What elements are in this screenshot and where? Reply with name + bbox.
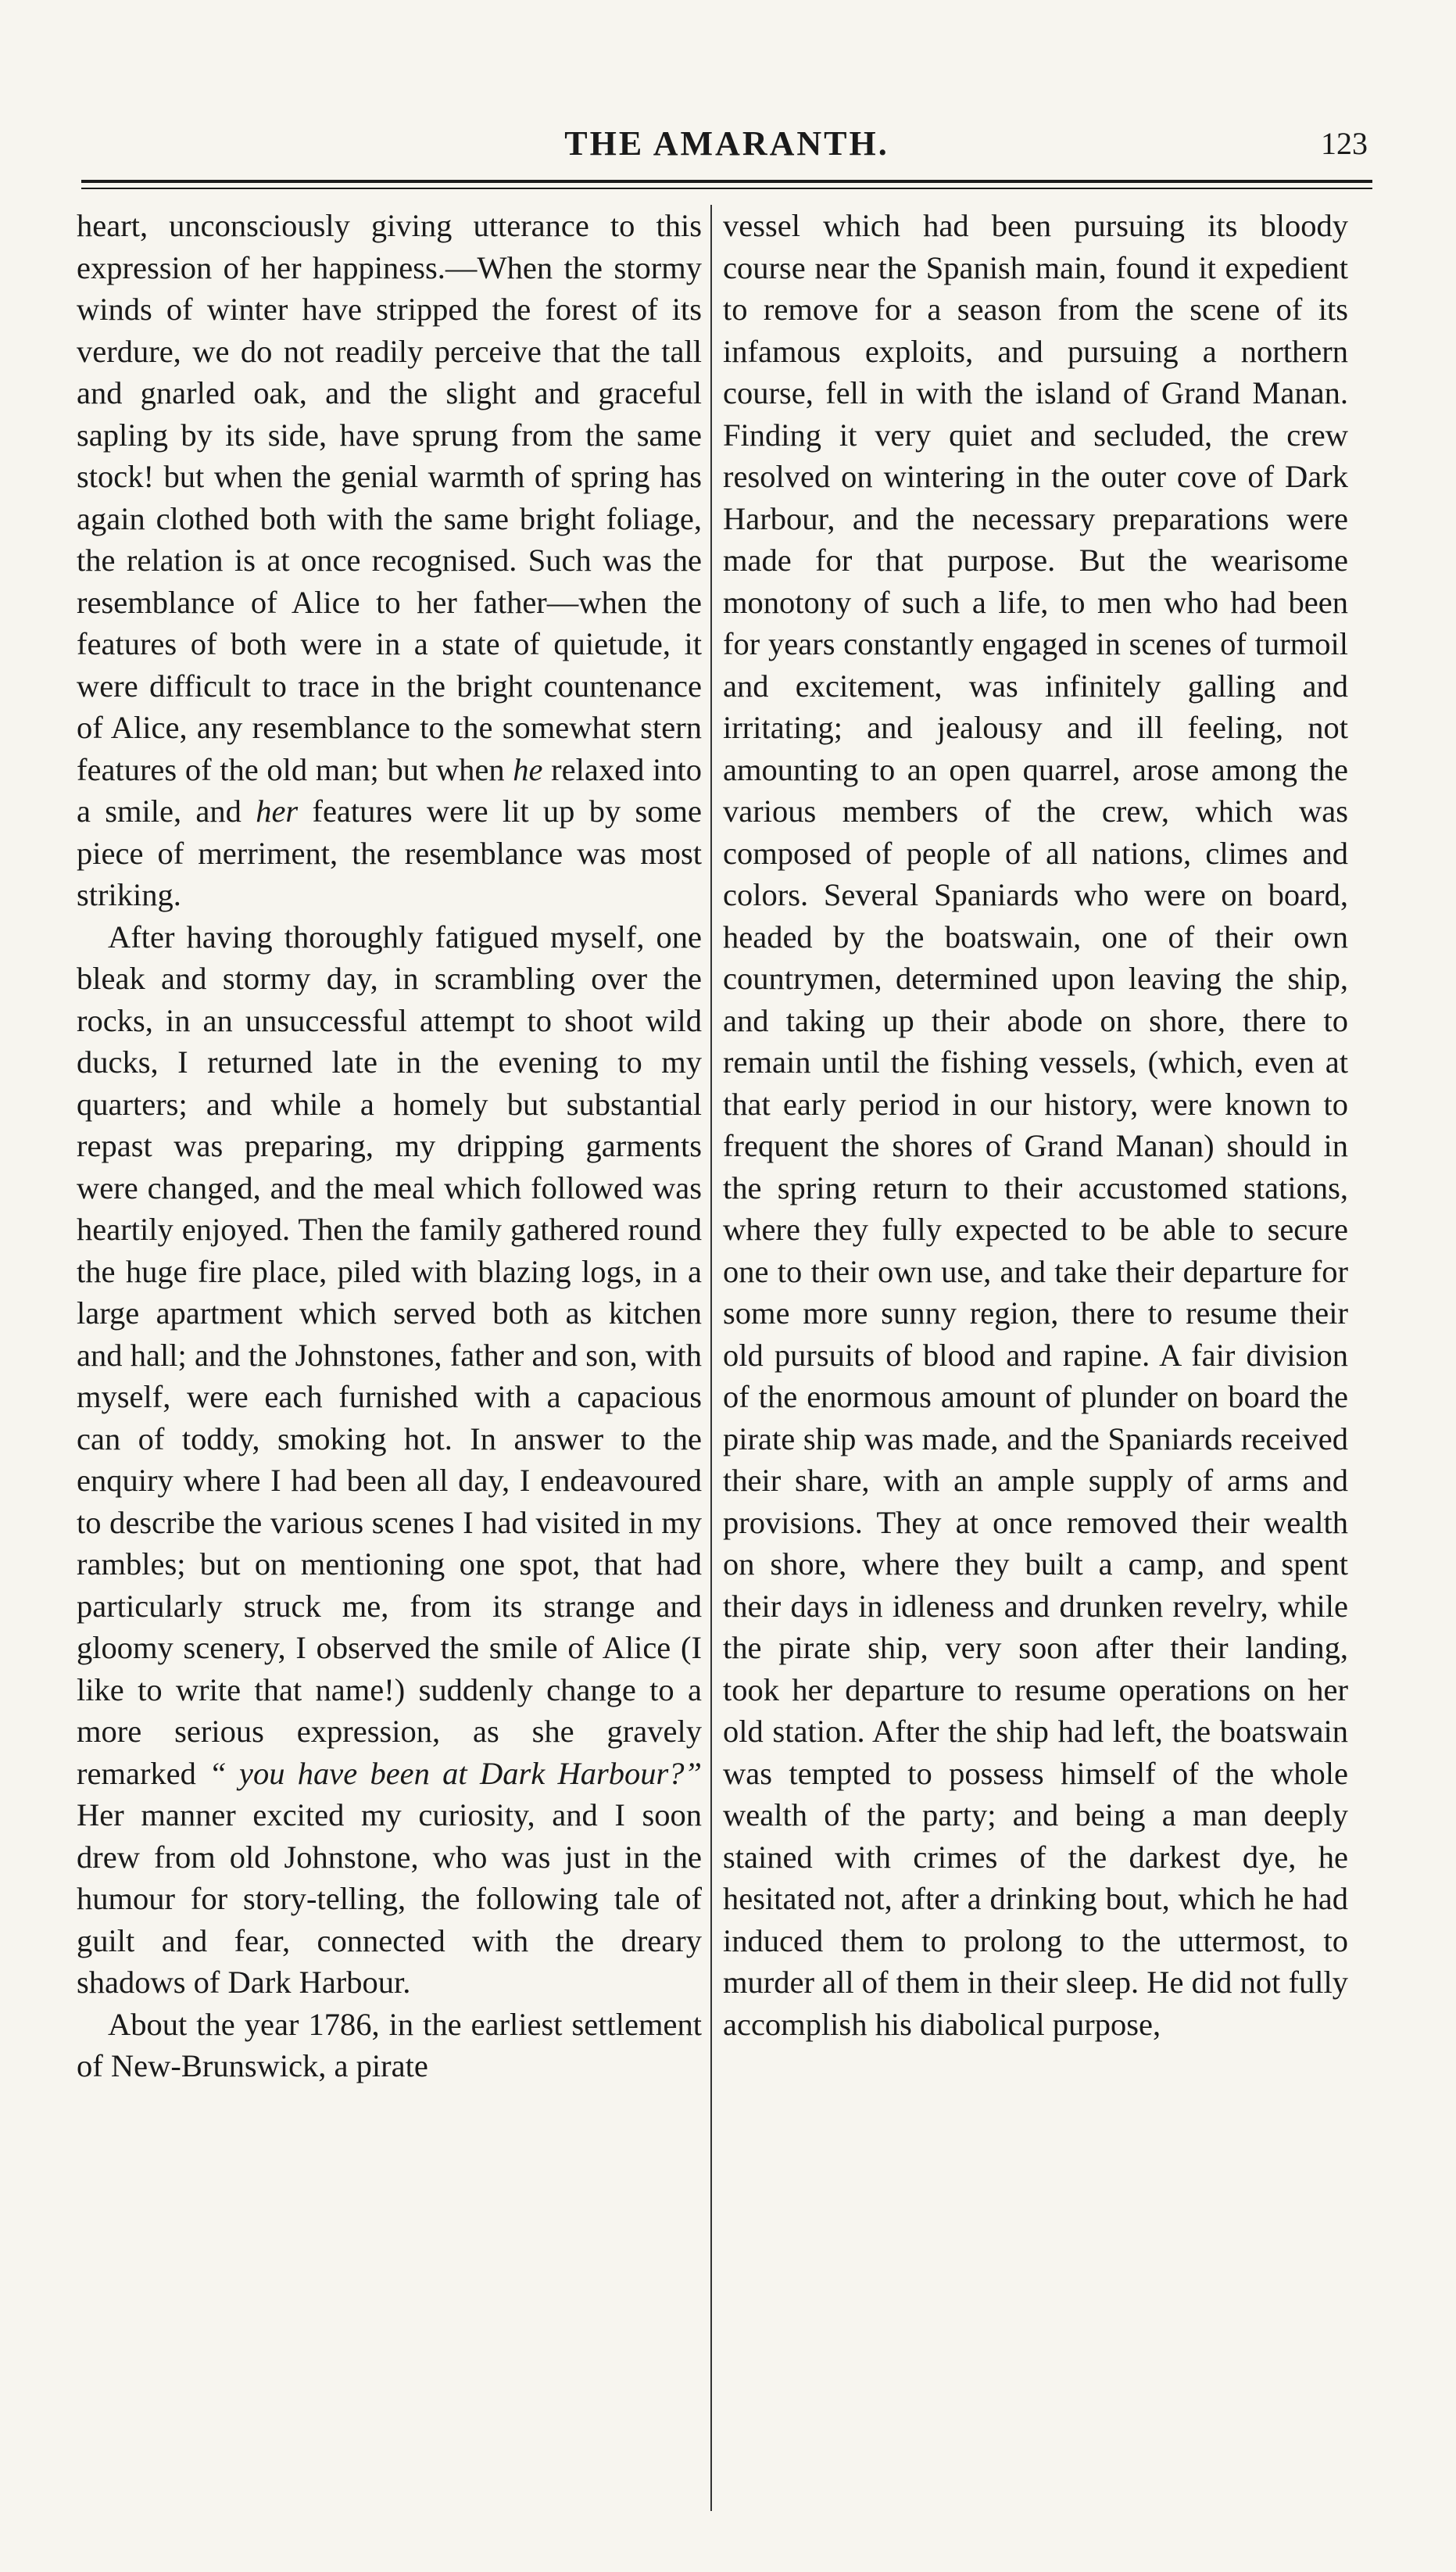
paragraph: vessel which had been pursuing its bloody course near the Spanish main, found it expedient to remove for a season from the scene of its infamous exploits, and pursuing a northern course, fell in with the island of Grand Manan. Finding it very quiet and secluded, the crew resolved on wintering in the outer cove of Dark Harbour, and the necessary preparations were made for that purpose. But the wearisome monotony of such a life, to men who had been for years constantly engaged in scenes of turmoil and excitement, was infinitely galling and irritating; and jealousy and ill feeling, not amounting to an open quarrel, arose among the various members of the crew, which was composed of people of all nations, climes and colors. Several Spaniards who were on board, headed by the boatswain, one of their own countrymen, determined upon leaving the ship, and taking up their abode on shore, there to remain until the fishing vessels, (which, even at that early period in our history, were known to frequent the shores of Grand Manan) should in the spring return to their accustomed stations, where they fully expected to be able to secure one to their own use, and take their departure for some more sunny region, there to resume their old pursuits of blood and rapine. A fair division of the enormous amount of plunder on board the pirate ship was made, and the Spaniards received their share, with an ample supply of arms and provisions. They at once removed their wealth on shore, where they built a camp, and spent their days in idleness and drunken revelry, while the pirate ship, very soon after their landing, took her departure to resume operations on her old station. After the ship had left, the boatswain was tempted to possess himself of the whole wealth of the party; and being a man deeply stained with crimes of the darkest dye, he hesitated not, after a drinking bout, which he had induced them to prolong to the uttermost, to murder all of them in their sleep. He did not fully accomplish his diabolical purpose, (723, 208, 1348, 2042)
text-run: heart, unconsciously giving utterance to this expression of her happiness.—When the stormy winds of winter have stripped the forest of its verdure, we do not readily perceive that the tall and gnarled oak, and the slight and graceful sapling by its side, have sprung from the same stock! but when the genial warmth of spring has again clothed both with the same bright foliage, the relation is at once recognised. Such was the resemblance of Alice to her father—when the features of both were in a state of quietude, it were difficult to trace in the bright countenance of Alice, any resemblance to the somewhat stern features of the old man; but when (77, 208, 702, 787)
running-title: THE AMARANTH. (564, 124, 889, 163)
page-number: 123 (1321, 126, 1368, 161)
paragraph (77, 205, 702, 916)
paragraph: About the year 1786, in the earliest settlement of New-Brunswick, a pirate (77, 2006, 702, 2083)
header-rule-thick (81, 180, 1372, 183)
right-column (723, 205, 1348, 2519)
text-run: Her manner excited my curiosity, and I soon drew from old Johnstone, who was just in the humour for story-telling, the following tale of guilt and fear, connected with the dreary shadows of Dark Harbour. (77, 1797, 702, 2000)
left-column (77, 205, 702, 2519)
column-divider (710, 205, 712, 2511)
italic-word: he (513, 751, 543, 787)
paragraph (77, 916, 702, 2004)
italic-quote: “ you have been at Dark Harbour?” (209, 1755, 703, 1791)
text-run: After having thoroughly fatigued myself, one bleak and stormy day, in scrambling over the rocks, in an unsuccessful attempt to shoot wild ducks, I returned late in the evening to my quarters; and while a homely but substantial repast was preparing, my dripping garments were changed, and the meal which followed was heartily enjoyed. Then the family gathered round the huge fire place, piled with blazing logs, in a large apartment which served both as kitchen and hall; and the Johnstones, father and son, with myself, were each furnished with a capacious can of toddy, smoking hot. In answer to the enquiry where I had been all day, I endeavoured to describe the various scenes I had visited in my rambles; but on mentioning one spot, that had particularly struck me, from its strange and gloomy scenery, I observed the smile of Alice (I like to write that name!) suddenly change to a more serious expression, as she gravely remarked (77, 919, 702, 1791)
text-run: relaxed into a smile, and (77, 751, 703, 829)
text-run: features were lit up by some piece of merriment, the resemblance was most striking. (77, 793, 702, 912)
page-header (86, 124, 1368, 170)
italic-word: her (256, 793, 299, 829)
header-rule-thin (81, 188, 1372, 189)
